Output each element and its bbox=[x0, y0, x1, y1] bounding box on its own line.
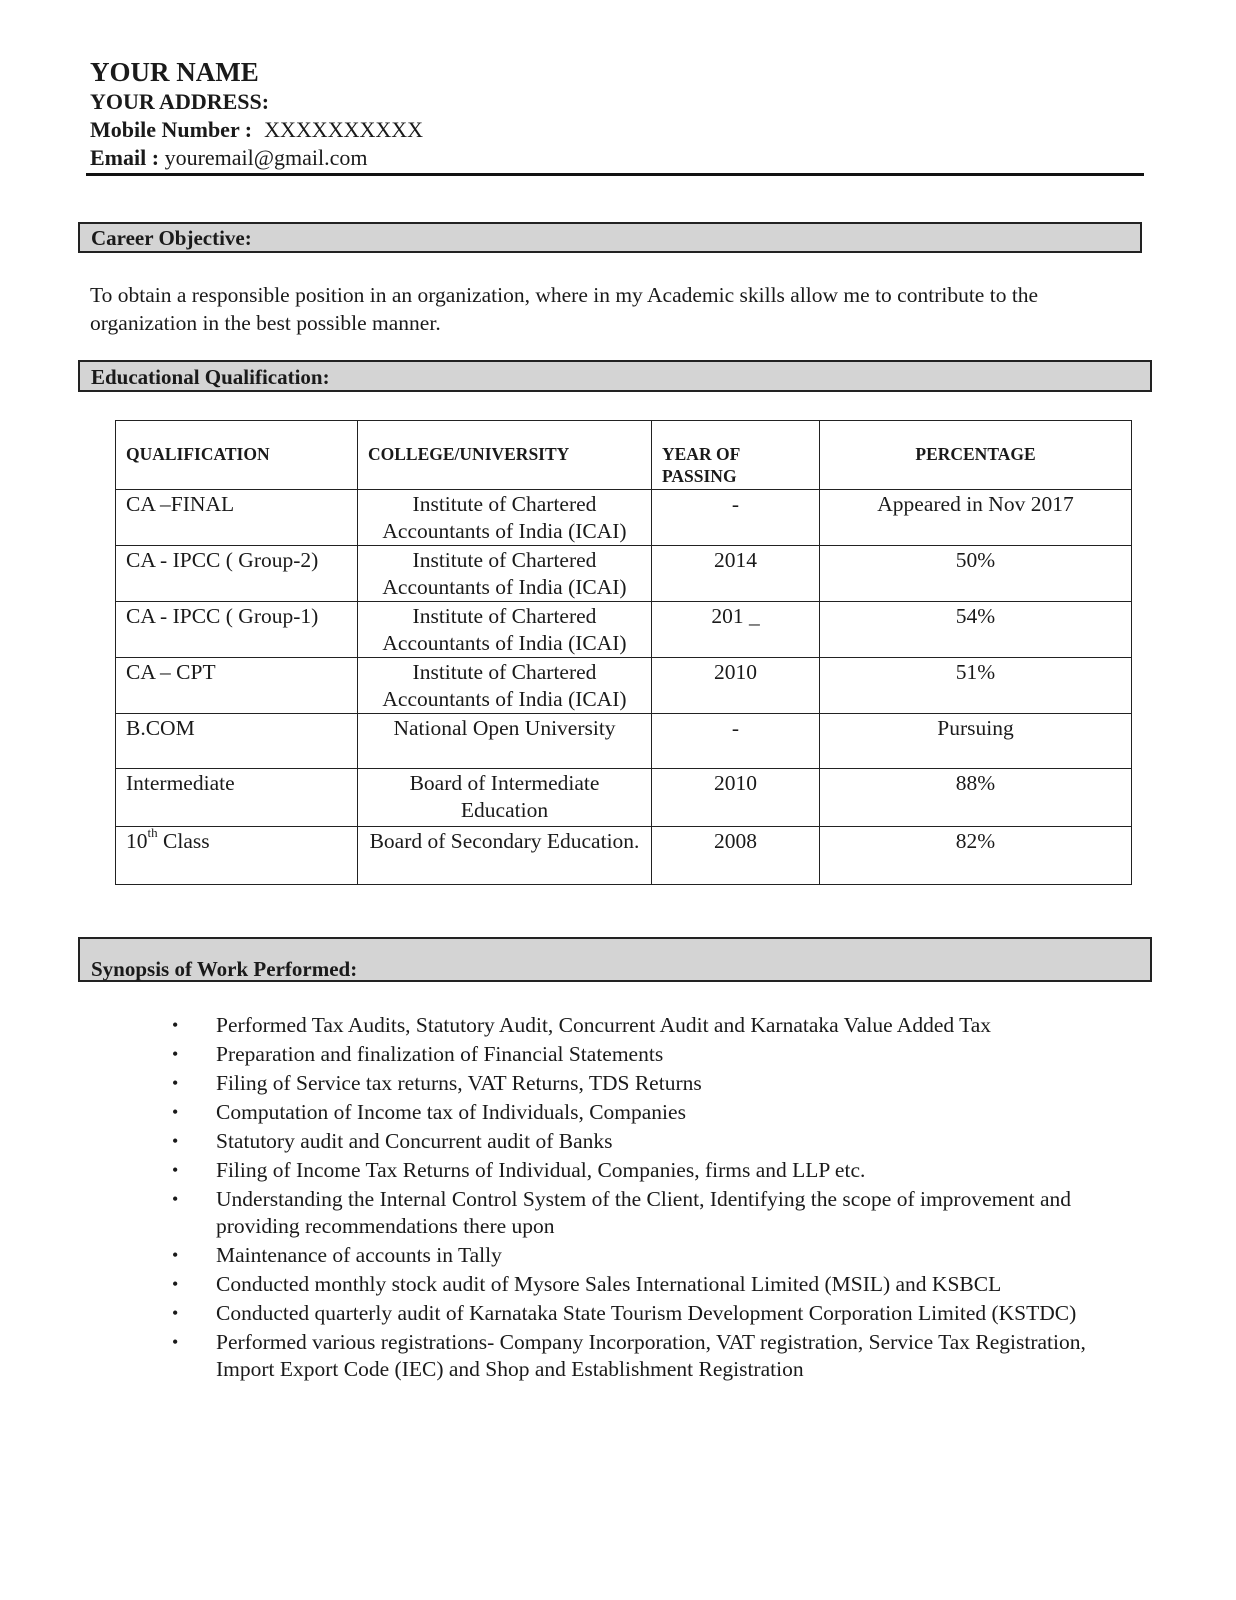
bullet-icon: • bbox=[172, 1073, 179, 1093]
mobile-line bbox=[90, 116, 1150, 144]
qualification-cell: CA - IPCC ( Group-1) bbox=[116, 602, 358, 658]
college-cell: National Open University bbox=[358, 714, 652, 769]
qualification-cell: CA – CPT bbox=[116, 658, 358, 714]
qualification-cell: CA - IPCC ( Group-2) bbox=[116, 546, 358, 602]
list-item bbox=[0, 1329, 1126, 1383]
list-item-text: Conducted monthly stock audit of Mysore Sales International Limited (MSIL) and KSBCL bbox=[216, 1272, 1002, 1296]
email-label: Email : bbox=[90, 145, 160, 170]
qualification-cell: CA –FINAL bbox=[116, 490, 358, 546]
education-table bbox=[115, 420, 1132, 885]
list-item-text: Performed Tax Audits, Statutory Audit, Concurrent Audit and Karnataka Value Added Tax bbox=[216, 1013, 992, 1037]
qualification-cell: B.COM bbox=[116, 714, 358, 769]
percentage-cell: 51% bbox=[820, 658, 1132, 714]
list-item bbox=[0, 1186, 1126, 1240]
column-header-year: YEAR OF PASSING bbox=[652, 421, 820, 490]
bullet-icon: • bbox=[172, 1015, 179, 1035]
list-item-text: Filing of Income Tax Returns of Individual, Companies, firms and LLP etc. bbox=[216, 1158, 866, 1182]
bullet-icon: • bbox=[172, 1044, 179, 1064]
college-cell: Institute of Chartered Accountants of India (ICAI) bbox=[358, 546, 652, 602]
list-item bbox=[0, 1271, 1126, 1298]
bullet-icon: • bbox=[172, 1189, 179, 1209]
list-item-text: Performed various registrations- Company Incorporation, VAT registration, Service Tax Registration, Import Export Code (IEC) and Shop and Establishment Registration bbox=[216, 1330, 1086, 1381]
year-cell: - bbox=[652, 714, 820, 769]
qualification-word: Class bbox=[157, 829, 210, 853]
career-objective-text: To obtain a responsible position in an organization, where in my Academic skills allow me to contribute to the organization in the best possible manner. bbox=[90, 283, 1039, 335]
table-row bbox=[116, 490, 1132, 546]
list-item bbox=[0, 1157, 1126, 1184]
list-item-text: Maintenance of accounts in Tally bbox=[216, 1243, 502, 1267]
table-row bbox=[116, 546, 1132, 602]
percentage-cell: 50% bbox=[820, 546, 1132, 602]
year-cell: 2010 bbox=[652, 769, 820, 827]
header-divider bbox=[86, 173, 1144, 176]
bullet-icon: • bbox=[172, 1303, 179, 1323]
list-item-text: Filing of Service tax returns, VAT Returns, TDS Returns bbox=[216, 1071, 702, 1095]
table-header-row bbox=[116, 421, 1132, 490]
qualification-number: 10 bbox=[126, 829, 148, 853]
bullet-icon: • bbox=[172, 1160, 179, 1180]
synopsis-heading: Synopsis of Work Performed: bbox=[78, 937, 1152, 982]
qualification-cell bbox=[116, 827, 358, 885]
table-row bbox=[116, 827, 1132, 885]
college-cell: Institute of Chartered Accountants of India (ICAI) bbox=[358, 658, 652, 714]
bullet-icon: • bbox=[172, 1131, 179, 1151]
year-cell: - bbox=[652, 490, 820, 546]
percentage-cell: Appeared in Nov 2017 bbox=[820, 490, 1132, 546]
list-item-text: Computation of Income tax of Individuals, Companies bbox=[216, 1100, 686, 1124]
list-item bbox=[0, 1128, 1126, 1155]
year-cell: 2014 bbox=[652, 546, 820, 602]
synopsis-list bbox=[0, 1012, 1236, 1385]
mobile-value: XXXXXXXXXX bbox=[264, 117, 424, 142]
list-item bbox=[0, 1012, 1126, 1039]
column-header-qualification: QUALIFICATION bbox=[116, 421, 358, 490]
percentage-cell: 82% bbox=[820, 827, 1132, 885]
list-item-text: Understanding the Internal Control System of the Client, Identifying the scope of improvement and providing recommendations there upon bbox=[216, 1187, 1072, 1238]
year-cell: 201 _ bbox=[652, 602, 820, 658]
list-item bbox=[0, 1041, 1126, 1068]
percentage-cell: Pursuing bbox=[820, 714, 1132, 769]
column-header-percentage: PERCENTAGE bbox=[820, 421, 1132, 490]
year-cell: 2010 bbox=[652, 658, 820, 714]
list-item bbox=[0, 1300, 1126, 1327]
list-item-text: Conducted quarterly audit of Karnataka State Tourism Development Corporation Limited (KSTDC) bbox=[216, 1301, 1077, 1325]
table-row bbox=[116, 602, 1132, 658]
bullet-icon: • bbox=[172, 1332, 179, 1352]
list-item bbox=[0, 1242, 1126, 1269]
qualification-cell: Intermediate bbox=[116, 769, 358, 827]
college-cell: Institute of Chartered Accountants of India (ICAI) bbox=[358, 490, 652, 546]
education-heading: Educational Qualification: bbox=[78, 360, 1152, 392]
resume-header bbox=[90, 56, 1150, 172]
list-item bbox=[0, 1099, 1126, 1126]
list-item bbox=[0, 1070, 1126, 1097]
year-cell: 2008 bbox=[652, 827, 820, 885]
candidate-name: YOUR NAME bbox=[90, 57, 259, 87]
college-cell: Board of Intermediate Education bbox=[358, 769, 652, 827]
email-value: youremail@gmail.com bbox=[164, 145, 368, 170]
mobile-label: Mobile Number : bbox=[90, 117, 253, 142]
address-label: YOUR ADDRESS: bbox=[90, 89, 270, 114]
percentage-cell: 54% bbox=[820, 602, 1132, 658]
bullet-icon: • bbox=[172, 1245, 179, 1265]
bullet-icon: • bbox=[172, 1102, 179, 1122]
table-row bbox=[116, 658, 1132, 714]
email-line bbox=[90, 144, 1150, 172]
column-header-college: COLLEGE/UNIVERSITY bbox=[358, 421, 652, 490]
list-item-text: Preparation and finalization of Financial Statements bbox=[216, 1042, 664, 1066]
ordinal-suffix: th bbox=[147, 825, 158, 840]
percentage-cell: 88% bbox=[820, 769, 1132, 827]
table-row bbox=[116, 769, 1132, 827]
table-row bbox=[116, 714, 1132, 769]
college-cell: Board of Secondary Education. bbox=[358, 827, 652, 885]
list-item-text: Statutory audit and Concurrent audit of Banks bbox=[216, 1129, 613, 1153]
bullet-icon: • bbox=[172, 1274, 179, 1294]
college-cell: Institute of Chartered Accountants of India (ICAI) bbox=[358, 602, 652, 658]
career-objective-heading: Career Objective: bbox=[78, 222, 1142, 253]
